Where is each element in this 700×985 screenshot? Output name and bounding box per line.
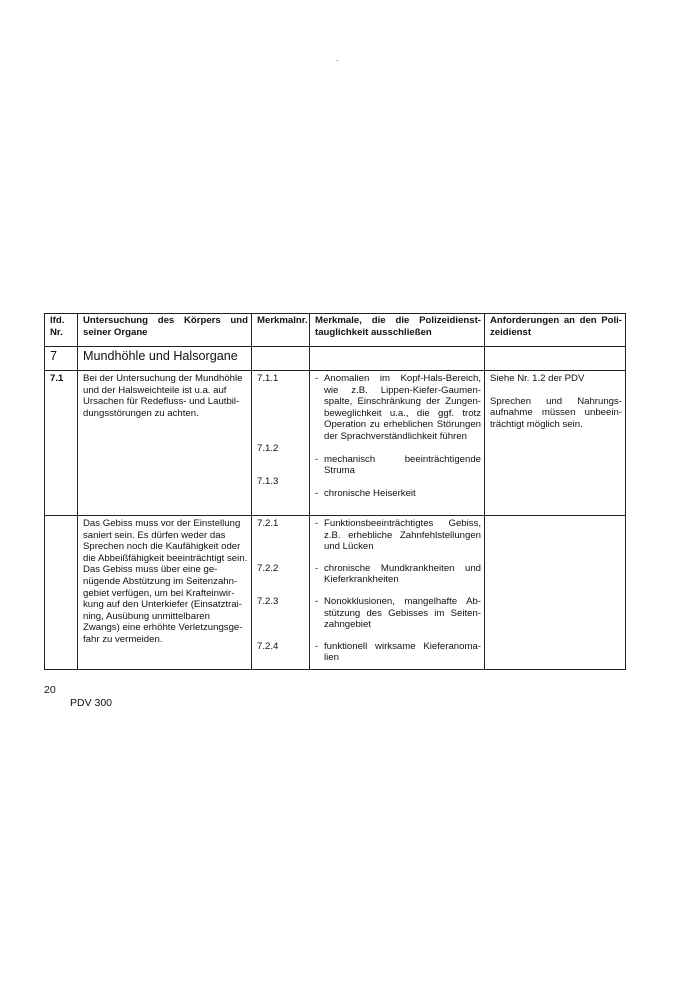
anforderungen-cell [485, 371, 626, 516]
row-number [45, 516, 78, 670]
section-row [45, 347, 626, 371]
header-merkmalnr: Merkmalnr. [252, 314, 310, 347]
untersuchung-text: Bei der Untersuchung der Mundhöhle und der Halsweichteile ist u.a. auf Ursachen für Redefluss- und Lautbil-dungsstörungen zu achten. [78, 371, 252, 516]
merkmal-text: mechanisch beeinträchtigende Struma [324, 453, 481, 477]
merkmal-code: 7.2.4 [257, 640, 279, 652]
untersuchung-text: Das Gebiss muss vor der Einstellung saniert sein. Es dürfen weder das Sprechen noch die Kaufähigkeit oder die Abbeißfähigkeit beeinträchtigt sein. Das Gebiss muss über eine ge-nügende Abstützung im Seitenzahn-gebiet verfügen, um bei Krafteinwir-kung auf den Unterkiefer (Einsatztrai-ning, Ausübung unmittelbaren Zwangs) eine erhöhte Verletzungsge-fahr zu vermeiden. [78, 516, 252, 670]
table-row [45, 516, 626, 670]
row-number: 7.1 [45, 371, 78, 516]
section-number: 7 [45, 347, 78, 371]
list-item: - chronische Mundkrankheiten und Kieferkrankheiten [315, 562, 481, 586]
table-row [45, 371, 626, 516]
table-header-row [45, 314, 626, 347]
merkmal-entries [310, 516, 485, 670]
list-item: - funktionell wirksame Kieferanoma-lien [315, 640, 481, 664]
merkmal-codes [252, 371, 310, 516]
header-lfd-nr: lfd. Nr. [45, 314, 78, 347]
empty-cell [485, 347, 626, 371]
merkmal-text: funktionell wirksame Kieferanoma-lien [324, 640, 481, 664]
merkmal-text: Funktionsbeeinträchtigtes Gebiss, z.B. erhebliche Zahnfehlstellungen und Lücken [324, 518, 481, 553]
list-item: - Nonokklusionen, mangelhafte Ab-stützung des Gebisses im Seiten-zahngebiet [315, 595, 481, 631]
merkmal-code: 7.1.3 [257, 476, 279, 488]
merkmal-code: 7.2.3 [257, 596, 279, 608]
merkmal-code: 7.1.2 [257, 442, 279, 454]
merkmal-entries [310, 371, 485, 516]
empty-cell [252, 347, 310, 371]
empty-cell [310, 347, 485, 371]
header-anforderungen: Anforderungen an den Poli-zeidienst [485, 314, 626, 347]
anforderungen-ref: Siehe Nr. 1.2 der PDV [490, 373, 585, 384]
scan-speck [336, 60, 338, 61]
page-number: 20 [44, 684, 56, 696]
merkmal-code: 7.2.2 [257, 562, 279, 574]
section-title: Mundhöhle und Halsorgane [78, 347, 252, 371]
anforderungen-text: Sprechen und Nahrungs-aufnahme müssen unbeein-trächtigt möglich sein. [490, 395, 622, 430]
header-merkmale: Merkmale, die die Polizeidienst-tauglichkeit ausschließen [310, 314, 485, 347]
document-id: PDV 300 [70, 697, 113, 709]
anforderungen-cell [485, 516, 626, 670]
merkmal-codes [252, 516, 310, 670]
list-item: - chronische Heiserkeit [315, 487, 416, 499]
merkmal-text: chronische Mundkrankheiten und Kieferkrankheiten [324, 562, 481, 586]
requirements-table [44, 313, 626, 670]
merkmal-code: 7.2.1 [257, 518, 279, 529]
list-item: - Anomalien im Kopf-Hals-Bereich, wie z.B. Lippen-Kiefer-Gaumen-spalte, Einschränkung der Zungen-beweglichkeit u.a., die ggf. trotz Operation zu erheblichen Störungen der Sprachverständlichkeit führen [315, 373, 481, 442]
header-untersuchung: Untersuchung des Körpers und seiner Organe [78, 314, 252, 347]
merkmal-code: 7.1.1 [257, 373, 279, 384]
merkmal-text: chronische Heiserkeit [324, 487, 416, 499]
merkmal-text: Anomalien im Kopf-Hals-Bereich, wie z.B. Lippen-Kiefer-Gaumen-spalte, Einschränkung der Zungen-beweglichkeit u.a., die ggf. trotz Operation zu erheblichen Störungen der Sprachverständlichkeit führen [324, 373, 481, 442]
list-item: - mechanisch beeinträchtigende Struma [315, 453, 481, 477]
merkmal-text: Nonokklusionen, mangelhafte Ab-stützung des Gebisses im Seiten-zahngebiet [324, 595, 481, 631]
list-item: - Funktionsbeeinträchtigtes Gebiss, z.B. erhebliche Zahnfehlstellungen und Lücken [315, 518, 481, 553]
